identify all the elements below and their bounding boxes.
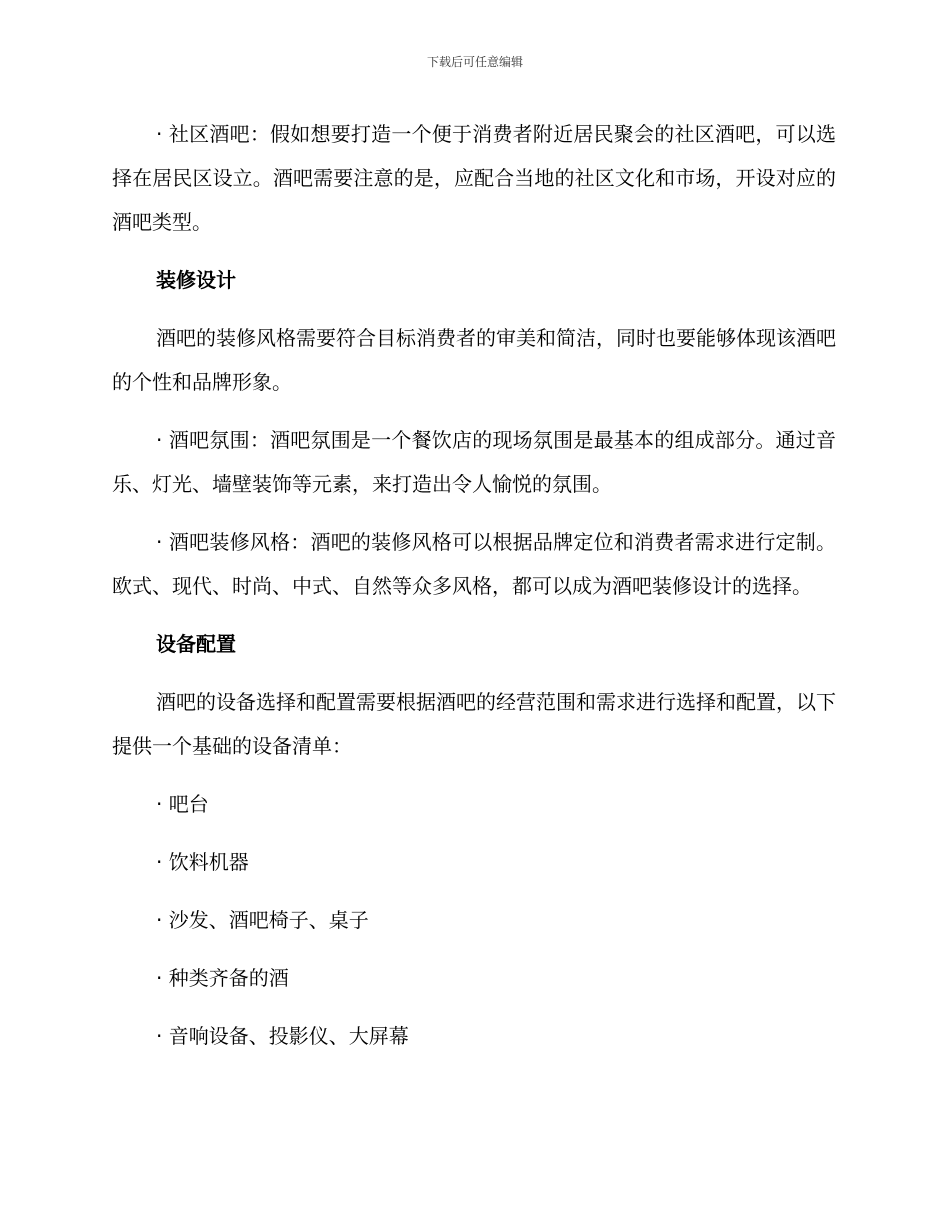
- paragraph-decoration-style-intro: 酒吧的装修风格需要符合目标消费者的审美和简洁，同时也要能够体现该酒吧的个性和品牌形象。: [112, 326, 836, 394]
- paragraph-bar-decoration-style: · 酒吧装修风格：酒吧的装修风格可以根据品牌定位和消费者需求进行定制。欧式、现代、时尚、中式、自然等众多风格，都可以成为酒吧装修设计的选择。: [112, 530, 836, 598]
- paragraph-community-bar: · 社区酒吧：假如想要打造一个便于消费者附近居民聚会的社区酒吧，可以选择在居民区设立。酒吧需要注意的是，应配合当地的社区文化和市场，开设对应的酒吧类型。: [112, 122, 836, 234]
- paragraph-equipment-intro: 酒吧的设备选择和配置需要根据酒吧的经营范围和需求进行选择和配置，以下提供一个基础的设备清单：: [112, 690, 836, 758]
- document-body: [112, 112, 836, 1058]
- heading-decoration-design: 装修设计: [156, 268, 236, 292]
- paragraph-bar-atmosphere: · 酒吧氛围：酒吧氛围是一个餐饮店的现场氛围是最基本的组成部分。通过音乐、灯光、墙壁装饰等元素，来打造出令人愉悦的氛围。: [112, 428, 836, 496]
- list-item-furniture: · 沙发、酒吧椅子、桌子: [156, 908, 369, 932]
- list-item-beverage-machine: · 饮料机器: [156, 850, 249, 874]
- page-header: 下载后可任意编辑: [426, 55, 523, 69]
- list-item-audio-visual: · 音响设备、投影仪、大屏幕: [156, 1024, 409, 1048]
- list-item-liquor-variety: · 种类齐备的酒: [156, 966, 289, 990]
- list-item-bar-counter: · 吧台: [156, 792, 209, 816]
- heading-equipment-configuration: 设备配置: [156, 632, 236, 656]
